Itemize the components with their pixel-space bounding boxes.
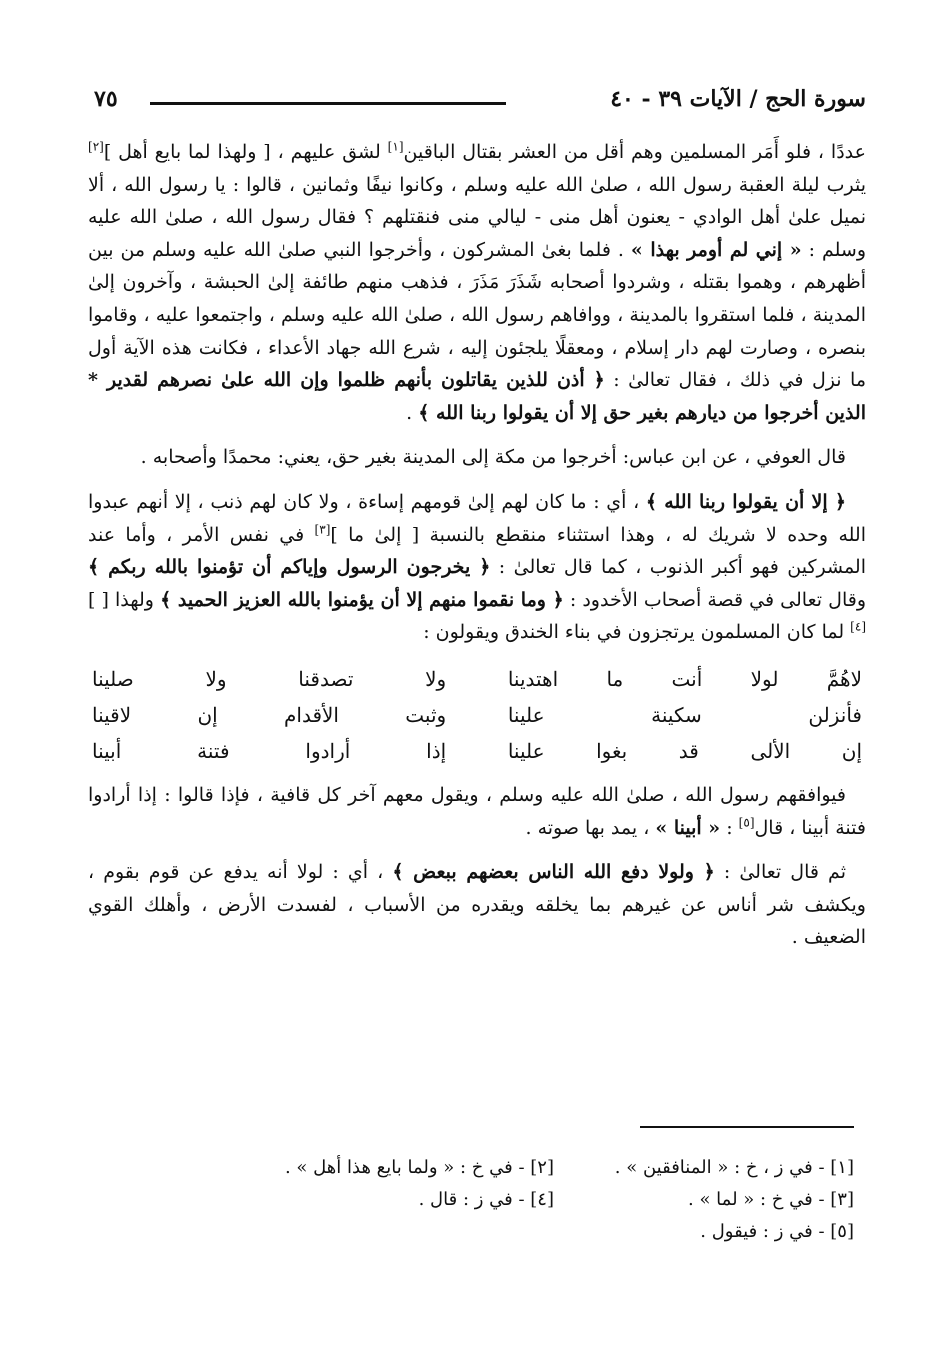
footnote-row bbox=[88, 1184, 854, 1216]
quran-verse: ﴿ وما نقموا منهم إلا أن يؤمنوا بالله العزيز الحميد ﴾ bbox=[160, 588, 564, 611]
text-span: ولهذا [ ] bbox=[88, 588, 161, 611]
text-span: . فلما بغىٰ المشركون ، وأخرجوا النبي صلىٰ الله عليه وسلم من بين أظهرهم ، وهموا بقتله ، وشردوا أصحابه شَذَرَ مَذَرَ ، فذهب منهم طائفة إلىٰ الحبشة ، وآخرون إلىٰ المدينة ، فلما استقروا بالمدينة ، ووافاهم رسول الله ، صلىٰ الله عليه وسلم ، واجتمعوا عليه ، وقاموا بنصره ، وصارت لهم دار إسلام ، ومعقلًا يلجئون إليه ، شرع الله جهاد الأعداء ، فكانت هذه الآية أول ما نزل في ذلك ، فقال تعالىٰ : bbox=[88, 238, 866, 392]
paragraph-1 bbox=[88, 136, 866, 429]
poem-hemistich-first: فأنزلن سكينة علينا bbox=[507, 702, 862, 727]
text-span: عددًا ، فلو أَمَر المسلمين وهم أقل من العشر بقتال الباقين bbox=[403, 141, 866, 163]
footnote-ref-3: [٣] bbox=[314, 522, 331, 537]
footnote-5: [٥] - في ز : فيقول . bbox=[700, 1221, 854, 1242]
poem-verse bbox=[88, 697, 866, 733]
quran-verse: ﴿ إلا أن يقولوا ربنا الله ﴾ bbox=[645, 490, 846, 513]
text-span: ، يمد بها صوته . bbox=[525, 816, 656, 839]
text-span: ، أي : لولا أنه يدفع عن قوم بقوم ، ويكشف شر أناس عن غيرهم بما يخلقه ويقدره من الأسباب ، لفسدت الأرض ، وأهلك القوي الضعيف . bbox=[88, 861, 866, 949]
paragraph-3 bbox=[88, 486, 866, 649]
poem-hemistich-second: إذا أرادوا فتنة أبينا bbox=[92, 738, 447, 763]
text-span: في نفس الأمر ، وأما عند المشركين فهو أكبر الذنوب ، كما قال تعالىٰ : bbox=[88, 523, 866, 579]
footnote-ref-1: [١] bbox=[387, 139, 404, 154]
poem-verse bbox=[88, 733, 866, 769]
poem-hemistich-first: لاهُمَّ لولا أنت ما اهتدينا bbox=[507, 666, 862, 691]
book-page bbox=[88, 80, 866, 1320]
hadith-quote: « إني لم أومر بهذا » bbox=[630, 238, 802, 261]
page-number: ٧٥ bbox=[94, 86, 118, 112]
poem-hemistich-second: ولا تصدقنا ولا صلينا bbox=[92, 666, 447, 691]
footnote-separator bbox=[640, 1126, 854, 1128]
footnote-1: [١] - في ز ، خ : « المنافقين » . bbox=[614, 1157, 854, 1178]
footnote-4: [٤] - في ز : قال . bbox=[418, 1189, 554, 1210]
poem bbox=[88, 661, 866, 769]
footnote-row bbox=[88, 1152, 854, 1184]
quoted-word: « أبينا » bbox=[655, 816, 721, 839]
text-span: : bbox=[720, 816, 739, 839]
footnote-row bbox=[88, 1216, 854, 1248]
text-span: ، أي : ما كان لهم إلىٰ قومهم إساءة ، ولا كان لهم ذنب ، إلا أنهم عبدوا الله وحده لا شريك له ، وهذا استثناء منقطع بالنسبة [ إلىٰ ما ] bbox=[88, 490, 866, 546]
text-span: وقال تعالى في قصة أصحاب الأخدود : bbox=[563, 588, 866, 611]
text-span: يثرب ليلة العقبة رسول الله ، صلىٰ الله عليه وسلم ، وكانوا نيفًا وثمانين ، قالوا : يا رسول الله ، ألا نميل علىٰ أهل الوادي - يعنون أهل منى - ليالي منى فنقتلهم ؟ فقال رسول الله ، صلىٰ الله عليه وسلم : bbox=[88, 173, 866, 261]
paragraph-5 bbox=[88, 856, 866, 954]
body-text bbox=[88, 136, 866, 954]
footnote-ref-4: [٤] bbox=[850, 619, 866, 634]
footnote-3: [٣] - في خ : « لما » . bbox=[688, 1189, 854, 1210]
poem-hemistich-first: إن الألى قد بغوا علينا bbox=[507, 738, 862, 763]
quran-verse: ﴿ أذن للذين يقاتلون بأنهم ظلموا وإن الله علىٰ نصرهم لقدير * الذين أخرجوا من ديارهم بغير حق إلا أن يقولوا ربنا الله ﴾ bbox=[88, 369, 866, 424]
page-header bbox=[88, 80, 866, 124]
text-span: لشق عليهم ، [ ولهذا لما بايع أهل ] bbox=[103, 141, 388, 163]
footnote-ref-5: [٥] bbox=[738, 815, 755, 830]
text-span: ثم قال تعالىٰ : bbox=[714, 861, 846, 884]
quran-verse: ﴿ ولولا دفع الله الناس بعضهم ببعض ﴾ bbox=[392, 861, 715, 884]
quran-verse: ﴿ يخرجون الرسول وإياكم أن تؤمنوا بالله ربكم ﴾ bbox=[88, 556, 491, 579]
paragraph-2: قال العوفي ، عن ابن عباس: أخرجوا من مكة إلى المدينة بغير حق، يعني: محمدًا وأصحابه . bbox=[140, 446, 846, 469]
header-rule bbox=[150, 102, 506, 105]
paragraph-4 bbox=[88, 779, 866, 844]
footnote-2: [٢] - في خ : « ولما بايع هذا أهل » . bbox=[284, 1157, 554, 1178]
text-span: لما كان المسلمون يرتجزون في بناء الخندق ويقولون : bbox=[423, 621, 851, 644]
text-span: . bbox=[406, 401, 419, 424]
text-span: فيوافقهم رسول الله ، صلىٰ الله عليه وسلم ، ويقول معهم آخر كل قافية ، فإذا قالوا : إذا أرادوا فتنة أبينا ، قال bbox=[88, 783, 866, 839]
footnote-ref-2: [٢] bbox=[88, 139, 104, 154]
poem-verse bbox=[88, 661, 866, 697]
footnotes bbox=[88, 1152, 854, 1248]
poem-hemistich-second: وثبت الأقدام إن لاقينا bbox=[92, 702, 447, 727]
sura-title: سورة الحج / الآيات ٣٩ - ٤٠ bbox=[610, 86, 866, 112]
